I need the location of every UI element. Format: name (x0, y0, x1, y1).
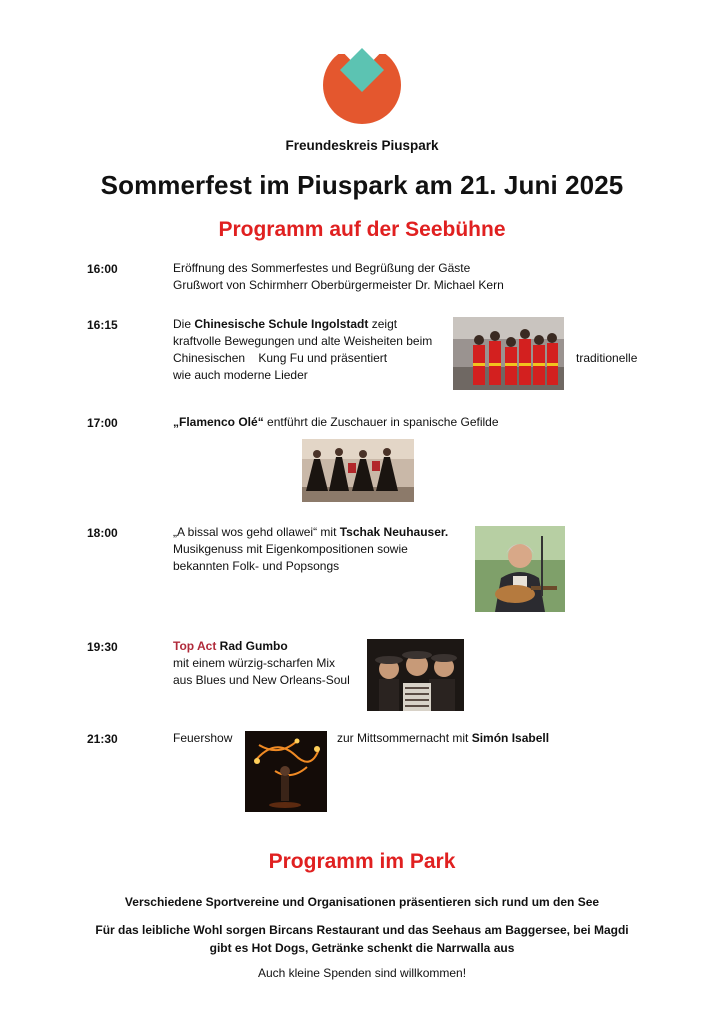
program-line-right: traditionelle (576, 351, 638, 365)
program-item-1930 (173, 638, 350, 689)
photo-rad-gumbo (367, 639, 464, 711)
photo-flamenco (302, 439, 414, 502)
program-item-1615 (173, 316, 432, 384)
performer-name: Tschak Neuhauser. (339, 525, 449, 539)
program-item-1700 (173, 414, 499, 431)
program-line: mit einem würzig-scharfen Mix (173, 656, 336, 670)
program-line: Musikgenuss mit Eigenkompositionen sowie (173, 542, 408, 556)
time-1600: 16:00 (87, 262, 118, 276)
top-act-label: Top Act (173, 639, 217, 653)
program-line: kraftvolle Bewegungen und alte Weisheiten beim (173, 334, 433, 348)
text-fragment: zeigt (368, 317, 398, 331)
performer-name: „Flamenco Olé“ (173, 415, 264, 429)
program-item-2130-left (173, 730, 232, 747)
time-1800: 18:00 (87, 526, 118, 540)
program-line: wie auch moderne Lieder (173, 368, 308, 382)
photo-tschak-neuhauser (475, 526, 565, 612)
text-fragment: zur Mittsommernacht mit (337, 731, 472, 745)
organization-logo (323, 46, 401, 124)
section-title-park: Programm im Park (268, 850, 456, 873)
program-line (173, 414, 499, 431)
page-title: Sommerfest im Piuspark am 21. Juni 2025 (100, 170, 624, 200)
photo-fire-show (245, 731, 327, 812)
program-line: Chinesischen Kung Fu und präsentiert (173, 351, 388, 365)
park-line-2: Für das leibliche Wohl sorgen Bircans Restaurant und das Seehaus am Baggersee, bei Magdi (95, 923, 629, 937)
program-item-2130-right (337, 730, 549, 747)
program-line: aus Blues und New Orleans-Soul (173, 673, 350, 687)
park-line-3: gibt es Hot Dogs, Getränke schenkt die Narrwalla aus (209, 941, 515, 955)
performer-name: Chinesische Schule Ingolstadt (194, 317, 369, 331)
performer-name: Rad Gumbo (216, 639, 288, 653)
program-item-1600 (173, 260, 504, 294)
text-fragment: „A bissal wos gehd ollawei“ mit (173, 525, 340, 539)
program-line: bekannten Folk- und Popsongs (173, 559, 340, 573)
program-item-1800 (173, 524, 448, 575)
text-fragment: entführt die Zuschauer in spanische Gefilde (263, 415, 499, 429)
photo-chinese-school (453, 317, 564, 390)
park-line-4: Auch kleine Spenden sind willkommen! (257, 966, 467, 980)
program-line: Eröffnung des Sommerfestes und Begrüßung der Gäste (173, 261, 471, 275)
text-fragment: Die (173, 317, 195, 331)
program-line (173, 638, 350, 655)
time-1615: 16:15 (87, 318, 118, 332)
time-1700: 17:00 (87, 416, 118, 430)
performer-name: Simón Isabell (471, 731, 550, 745)
text-fragment: Feuershow (173, 731, 233, 745)
organization-name: Freundeskreis Piuspark (285, 138, 439, 153)
program-line: Grußwort von Schirmherr Oberbürgermeister Dr. Michael Kern (173, 278, 504, 292)
program-line (173, 524, 448, 541)
time-2130: 21:30 (87, 732, 118, 746)
program-line (173, 316, 432, 333)
time-1930: 19:30 (87, 640, 118, 654)
section-title-stage: Programm auf der Seebühne (218, 218, 506, 241)
park-line-1: Verschiedene Sportvereine und Organisationen präsentieren sich rund um den See (124, 895, 600, 909)
